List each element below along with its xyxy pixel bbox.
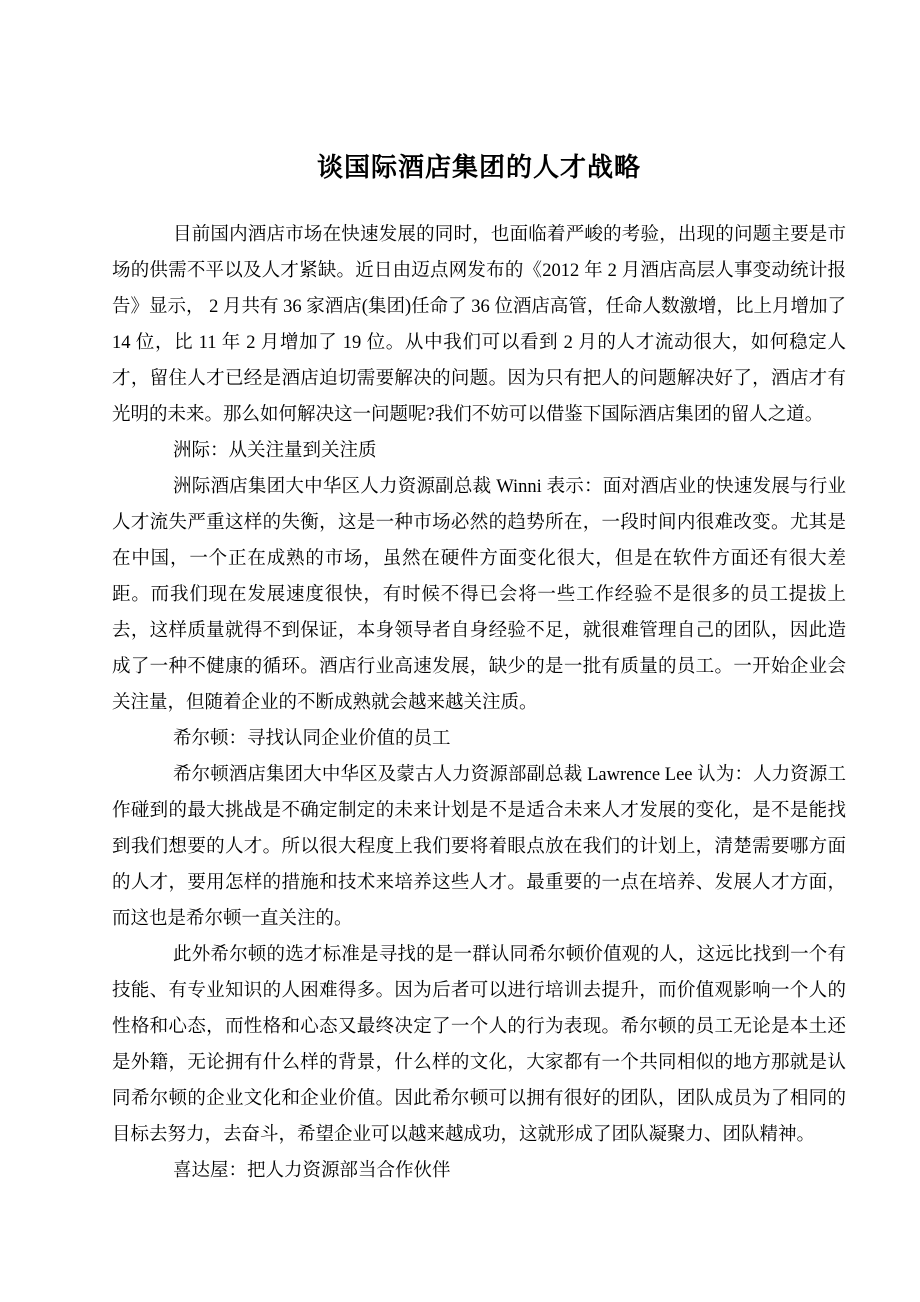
section-heading: 喜达屋：把人力资源部当合作伙伴 bbox=[173, 1161, 451, 1181]
page-title: 谈国际酒店集团的人才战略 bbox=[316, 153, 641, 182]
section-heading: 洲际：从关注量到关注质 bbox=[173, 441, 377, 461]
section-heading: 希尔顿：寻找认同企业价值的员工 bbox=[173, 729, 451, 749]
body-paragraph: 洲际酒店集团大中华区人力资源副总裁 Winni 表示：面对酒店业的快速发展与行业人才流失严重这样的失衡，这是一种市场必然的趋势所在，一段时间内很难改变。尤其是在中国，一个正在成熟的市场，虽然在硬件方面变化很大，但是在软件方面还有很大差距。而我们现在发展速度很快，有时候不得已会将一些工作经验不是很多的员工提拔上去，这样质量就得不到保证，本身领导者自身经验不足，就很难管理自己的团队，因此造成了一种不健康的循环。酒店行业高速发展，缺少的是一批有质量的员工。一开始企业会关注量，但随着企业的不断成熟就会越来越关注质。 bbox=[112, 477, 846, 713]
body-paragraph: 希尔顿酒店集团大中华区及蒙古人力资源部副总裁 Lawrence Lee 认为：人力资源工作碰到的最大挑战是不确定制定的未来计划是不是适合未来人才发展的变化，是不是能找到我们想要的人才。所以很大程度上我们要将着眼点放在我们的计划上，清楚需要哪方面的人才，要用怎样的措施和技术来培养这些人才。最重要的一点在培养、发展人才方面，而这也是希尔顿一直关注的。 bbox=[112, 765, 846, 929]
body-paragraph: 目前国内酒店市场在快速发展的同时，也面临着严峻的考验，出现的问题主要是市场的供需不平以及人才紧缺。近日由迈点网发布的《2012 年 2 月酒店高层人事变动统计报告》显示， 2 月共有 36 家酒店(集团)任命了 36 位酒店高管，任命人数激增，比上月增加了 14 位，比 11 年 2 月增加了 19 位。从中我们可以看到 2 月的人才流动很大，如何稳定人才，留住人才已经是酒店迫切需要解决的问题。因为只有把人的问题解决好了，酒店才有光明的未来。那么如何解决这一问题呢?我们不妨可以借鉴下国际酒店集团的留人之道。 bbox=[112, 225, 846, 425]
document-body bbox=[112, 217, 846, 1189]
body-paragraph: 此外希尔顿的选才标准是寻找的是一群认同希尔顿价值观的人，这远比找到一个有技能、有专业知识的人困难得多。因为后者可以进行培训去提升，而价值观影响一个人的性格和心态，而性格和心态又最终决定了一个人的行为表现。希尔顿的员工无论是本土还是外籍，无论拥有什么样的背景，什么样的文化，大家都有一个共同相似的地方那就是认同希尔顿的企业文化和企业价值。因此希尔顿可以拥有很好的团队，团队成员为了相同的目标去努力，去奋斗，希望企业可以越来越成功，这就形成了团队凝聚力、团队精神。 bbox=[112, 945, 846, 1145]
